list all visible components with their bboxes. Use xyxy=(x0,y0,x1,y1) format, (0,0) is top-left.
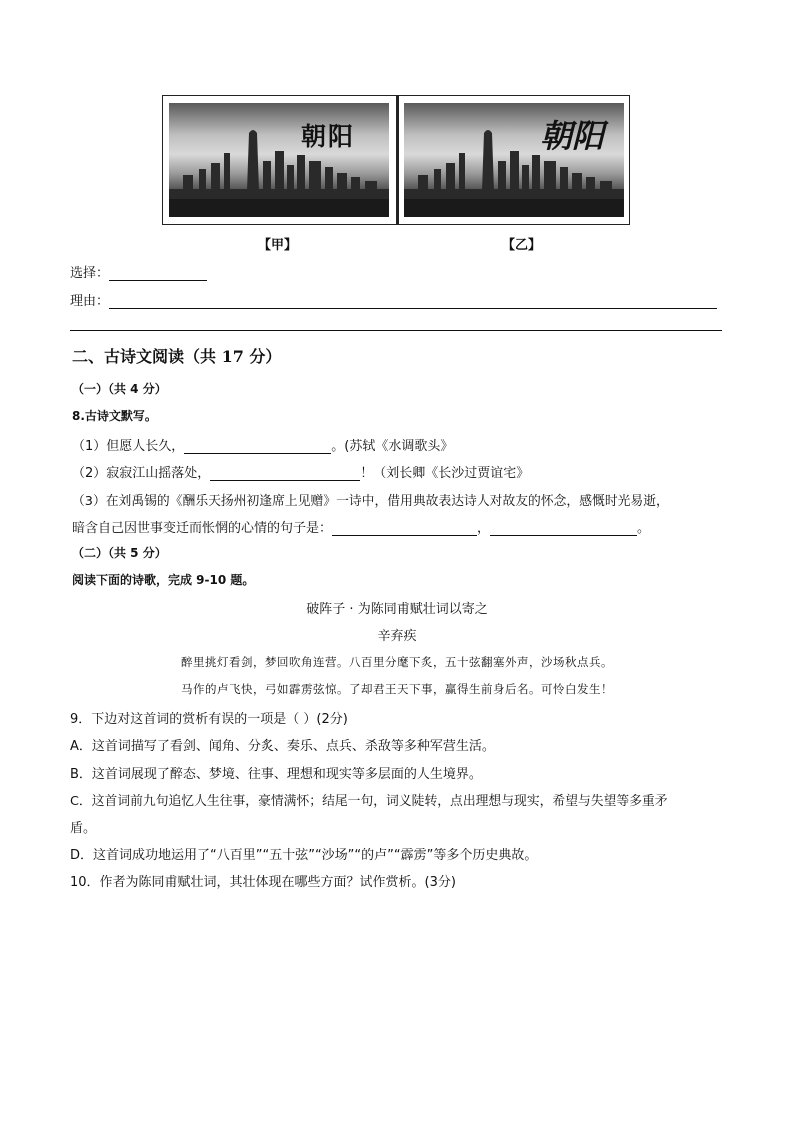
q8-2 xyxy=(72,462,529,481)
reason-blank-line2[interactable] xyxy=(70,330,722,331)
q8-3-blank-2[interactable] xyxy=(490,521,637,536)
caption-yi: 【乙】 xyxy=(502,238,542,253)
calligraphy-right: 朝阳 xyxy=(540,117,605,155)
choice-blank[interactable] xyxy=(109,266,207,281)
choice-row xyxy=(70,262,207,281)
skyline-photo-left xyxy=(169,103,389,217)
q8-1-text: （1）但愿人长久， xyxy=(72,439,185,454)
q10-stem: 10．作者为陈同甫赋壮词，其壮体现在哪些方面？试作赏析。(3分) xyxy=(70,875,456,890)
reason-blank[interactable] xyxy=(109,294,717,309)
part2-heading: （二）（共 5 分） xyxy=(72,546,167,560)
q9-option-b[interactable]: B．这首词展现了醉态、梦境、往事、理想和现实等多层面的人生境界。 xyxy=(70,767,482,782)
q9-option-a[interactable]: A．这首词描写了看剑、闻角、分炙、奏乐、点兵、杀敌等多种军营生活。 xyxy=(70,739,495,754)
reason-row xyxy=(70,290,717,309)
q9-option-c-line1[interactable]: C．这首词前九句追忆人生往事，豪情满怀；结尾一句，词义陡转，点出理想与现实，希望与失望等多重矛 xyxy=(70,794,668,809)
q9-option-d[interactable]: D．这首词成功地运用了“八百里”“五十弦”“沙场”“的卢”“霹雳”等多个历史典故。 xyxy=(70,848,538,863)
q8-3-line1: （3）在刘禹锡的《酬乐天扬州初逢席上见赠》一诗中，借用典故表达诗人对故友的怀念，感慨时光易逝， xyxy=(72,494,669,509)
q8-2-blank[interactable] xyxy=(210,466,360,481)
image-divider xyxy=(396,96,399,224)
part1-heading: （一）（共 4 分） xyxy=(72,382,167,396)
q8-1-source: 。(苏轼《水调歌头》 xyxy=(331,439,454,454)
q8-3-line2 xyxy=(72,517,650,536)
q8-title: 8.古诗文默写。 xyxy=(72,409,157,423)
q8-1-blank[interactable] xyxy=(184,439,331,454)
q8-1 xyxy=(72,435,453,454)
choice-label: 选择： xyxy=(70,266,110,281)
q9-stem: 9．下边对这首词的赏析有误的一项是（ ）(2分) xyxy=(70,712,348,727)
poem-author: 辛弃疾 xyxy=(377,629,417,644)
q9-option-c-line2[interactable]: 盾。 xyxy=(70,821,97,836)
reading-instruction: 阅读下面的诗歌，完成 9-10 题。 xyxy=(72,573,255,587)
skyline-photo-right xyxy=(404,103,624,217)
q8-2-source: ！（刘长卿《长沙过贾谊宅》 xyxy=(360,466,530,481)
poem-line-1: 醉里挑灯看剑，梦回吹角连营。八百里分麾下炙，五十弦翻塞外声，沙场秋点兵。 xyxy=(181,655,613,669)
reason-label: 理由： xyxy=(70,294,110,309)
poem-line-2: 马作的卢飞快，弓如霹雳弦惊。了却君王天下事，赢得生前身后名。可怜白发生！ xyxy=(181,682,613,696)
q8-2-text: （2）寂寂江山摇落处， xyxy=(72,466,211,481)
q8-3-end: 。 xyxy=(637,521,651,536)
image-pair-frame xyxy=(162,95,630,225)
q8-3-comma: ， xyxy=(477,521,491,536)
calligraphy-left: 朝阳 xyxy=(301,122,356,151)
q8-3-blank-1[interactable] xyxy=(332,521,477,536)
poem-title: 破阵子 · 为陈同甫赋壮词以寄之 xyxy=(306,602,488,617)
q8-3-prompt: 暗含自己因世事变迁而怅惘的心情的句子是： xyxy=(72,521,333,536)
caption-jia: 【甲】 xyxy=(258,238,298,253)
section-title: 二、古诗文阅读（共 17 分） xyxy=(72,347,282,366)
